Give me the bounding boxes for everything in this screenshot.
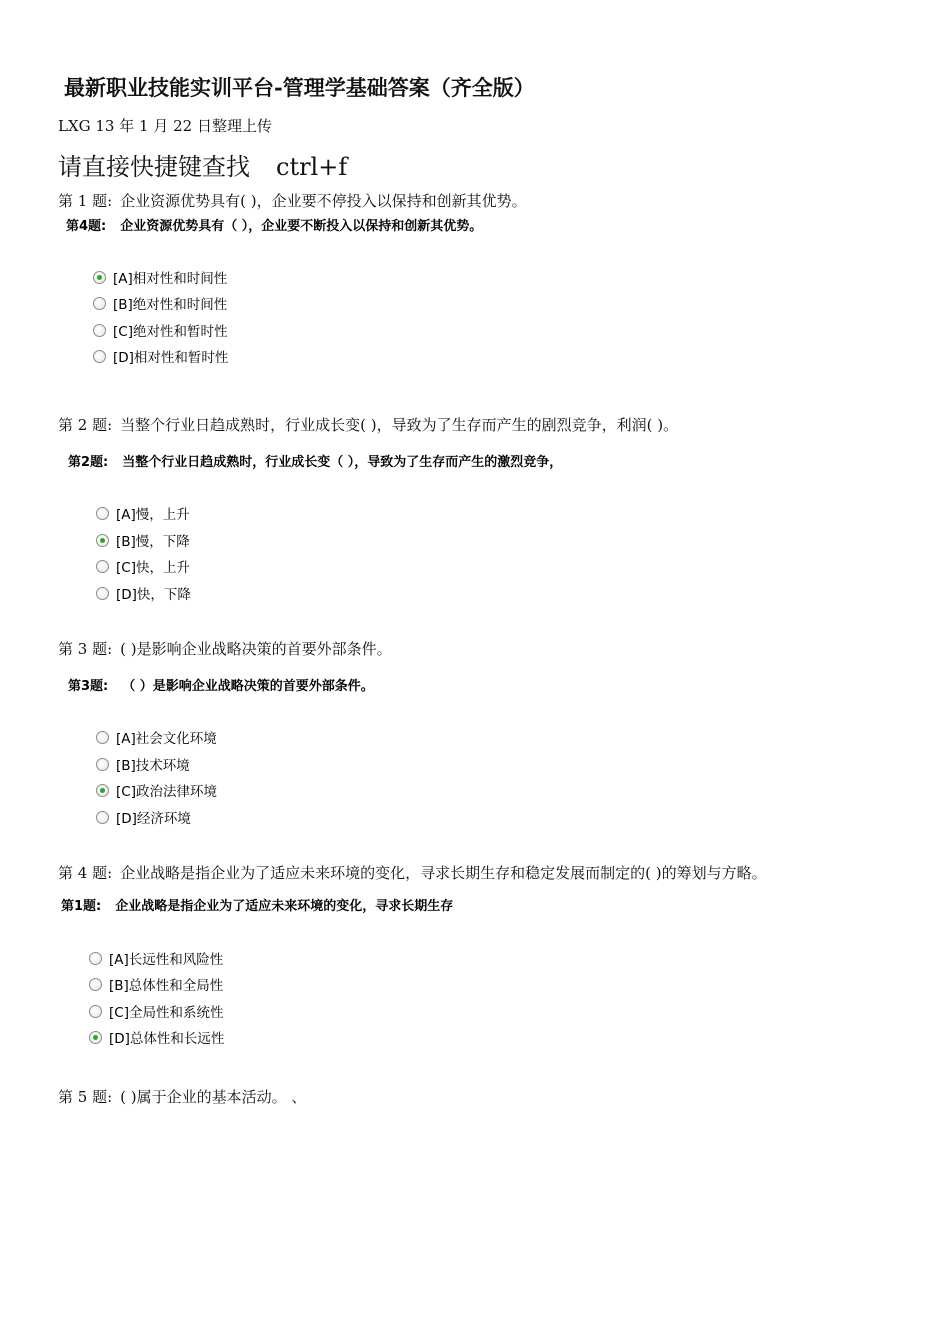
radio-selected-icon[interactable]: [96, 534, 109, 547]
radio-selected-icon[interactable]: [93, 271, 106, 284]
radio-icon[interactable]: [96, 560, 109, 573]
radio-selected-icon[interactable]: [89, 1031, 102, 1044]
option-b[interactable]: [96, 530, 190, 550]
document-title: 最新职业技能实训平台-管理学基础答案（齐全版）: [64, 75, 535, 100]
screenshot-question-number: 第3题:: [68, 679, 109, 694]
option-c[interactable]: [89, 1001, 223, 1021]
option-d[interactable]: [89, 1027, 224, 1047]
search-hint-text: 请直接快捷键查找: [58, 153, 250, 181]
answer-screenshot-1: [60, 210, 580, 370]
radio-icon[interactable]: [93, 324, 106, 337]
screenshot-question-number: 第1题:: [61, 899, 102, 914]
option-label: [B]技术环境: [116, 758, 190, 774]
option-a[interactable]: [93, 267, 227, 287]
option-d[interactable]: [96, 583, 191, 603]
option-c[interactable]: [96, 780, 217, 800]
option-d[interactable]: [96, 807, 191, 827]
question-2-text: [58, 414, 678, 435]
answer-screenshot-3: [62, 670, 482, 830]
radio-icon[interactable]: [89, 1005, 102, 1018]
question-number: 第 2 题:: [58, 416, 113, 434]
option-c[interactable]: [93, 320, 227, 340]
option-b[interactable]: [89, 974, 223, 994]
radio-icon[interactable]: [96, 587, 109, 600]
question-4-text: [58, 862, 767, 883]
answer-screenshot-2: [62, 446, 622, 606]
option-label: [D]经济环境: [116, 811, 191, 827]
question-body: 企业资源优势具有( )，企业要不停投入以保持和创新其优势。: [120, 192, 527, 210]
option-b[interactable]: [96, 754, 190, 774]
option-c[interactable]: [96, 556, 190, 576]
question-number: 第 1 题:: [58, 192, 113, 210]
screenshot-question-text: 企业资源优势具有（ ），企业要不断投入以保持和创新其优势。: [120, 219, 483, 234]
search-hint: [58, 147, 347, 182]
option-d[interactable]: [93, 346, 228, 366]
option-label: [C]全局性和系统性: [109, 1005, 224, 1021]
question-3-text: [58, 638, 392, 659]
radio-icon[interactable]: [96, 731, 109, 744]
screenshot-question: [68, 451, 613, 470]
screenshot-question: [61, 895, 489, 914]
radio-icon[interactable]: [96, 811, 109, 824]
option-label: [C]政治法律环境: [116, 784, 217, 800]
screenshot-question-text: 当整个行业日趋成熟时，行业成长变（ ），导致为了生存而产生的激烈竞争，: [122, 455, 563, 470]
screenshot-question-number: 第4题:: [66, 219, 107, 234]
option-label: [D]相对性和暂时性: [113, 350, 229, 366]
question-body: 企业战略是指企业为了适应未来环境的变化，寻求长期生存和稳定发展而制定的( )的筹划与方略。: [120, 864, 767, 882]
upload-info: LXG 13 年 1 月 22 日整理上传: [58, 117, 272, 135]
option-label: [C]快，上升: [116, 560, 190, 576]
option-label: [D]快，下降: [116, 587, 191, 603]
screenshot-question: [66, 215, 576, 234]
option-label: [B]绝对性和时间性: [113, 297, 228, 313]
radio-icon[interactable]: [93, 350, 106, 363]
screenshot-question: [68, 675, 478, 694]
question-number: 第 5 题:: [58, 1088, 113, 1106]
option-label: [B]慢，下降: [116, 534, 190, 550]
search-hint-shortcut: ctrl+f: [276, 153, 348, 181]
option-b[interactable]: [93, 293, 227, 313]
radio-icon[interactable]: [89, 952, 102, 965]
radio-icon[interactable]: [89, 978, 102, 991]
option-label: [B]总体性和全局性: [109, 978, 224, 994]
option-label: [A]长远性和风险性: [109, 952, 224, 968]
question-number: 第 4 题:: [58, 864, 113, 882]
radio-selected-icon[interactable]: [96, 784, 109, 797]
screenshot-question-text: 企业战略是指企业为了适应未来环境的变化，寻求长期生存: [115, 899, 454, 914]
option-a[interactable]: [96, 727, 217, 747]
radio-icon[interactable]: [96, 758, 109, 771]
answer-screenshot-4: [55, 890, 495, 1050]
option-label: [D]总体性和长远性: [109, 1031, 225, 1047]
option-label: [C]绝对性和暂时性: [113, 324, 228, 340]
option-a[interactable]: [89, 948, 223, 968]
option-label: [A]相对性和时间性: [113, 271, 228, 287]
question-body: ( )是影响企业战略决策的首要外部条件。: [120, 640, 392, 658]
question-body: ( )属于企业的基本活动。 、: [120, 1088, 307, 1106]
option-label: [A]社会文化环境: [116, 731, 217, 747]
question-1-text: [58, 190, 527, 211]
option-a[interactable]: [96, 503, 190, 523]
screenshot-question-text: （ ）是影响企业战略决策的首要外部条件。: [122, 679, 374, 694]
radio-icon[interactable]: [96, 507, 109, 520]
screenshot-question-number: 第2题:: [68, 455, 109, 470]
option-label: [A]慢，上升: [116, 507, 190, 523]
question-number: 第 3 题:: [58, 640, 113, 658]
question-body: 当整个行业日趋成熟时，行业成长变( )，导致为了生存而产生的剧烈竞争，利润( )。: [120, 416, 679, 434]
radio-icon[interactable]: [93, 297, 106, 310]
question-5-text: [58, 1086, 306, 1107]
